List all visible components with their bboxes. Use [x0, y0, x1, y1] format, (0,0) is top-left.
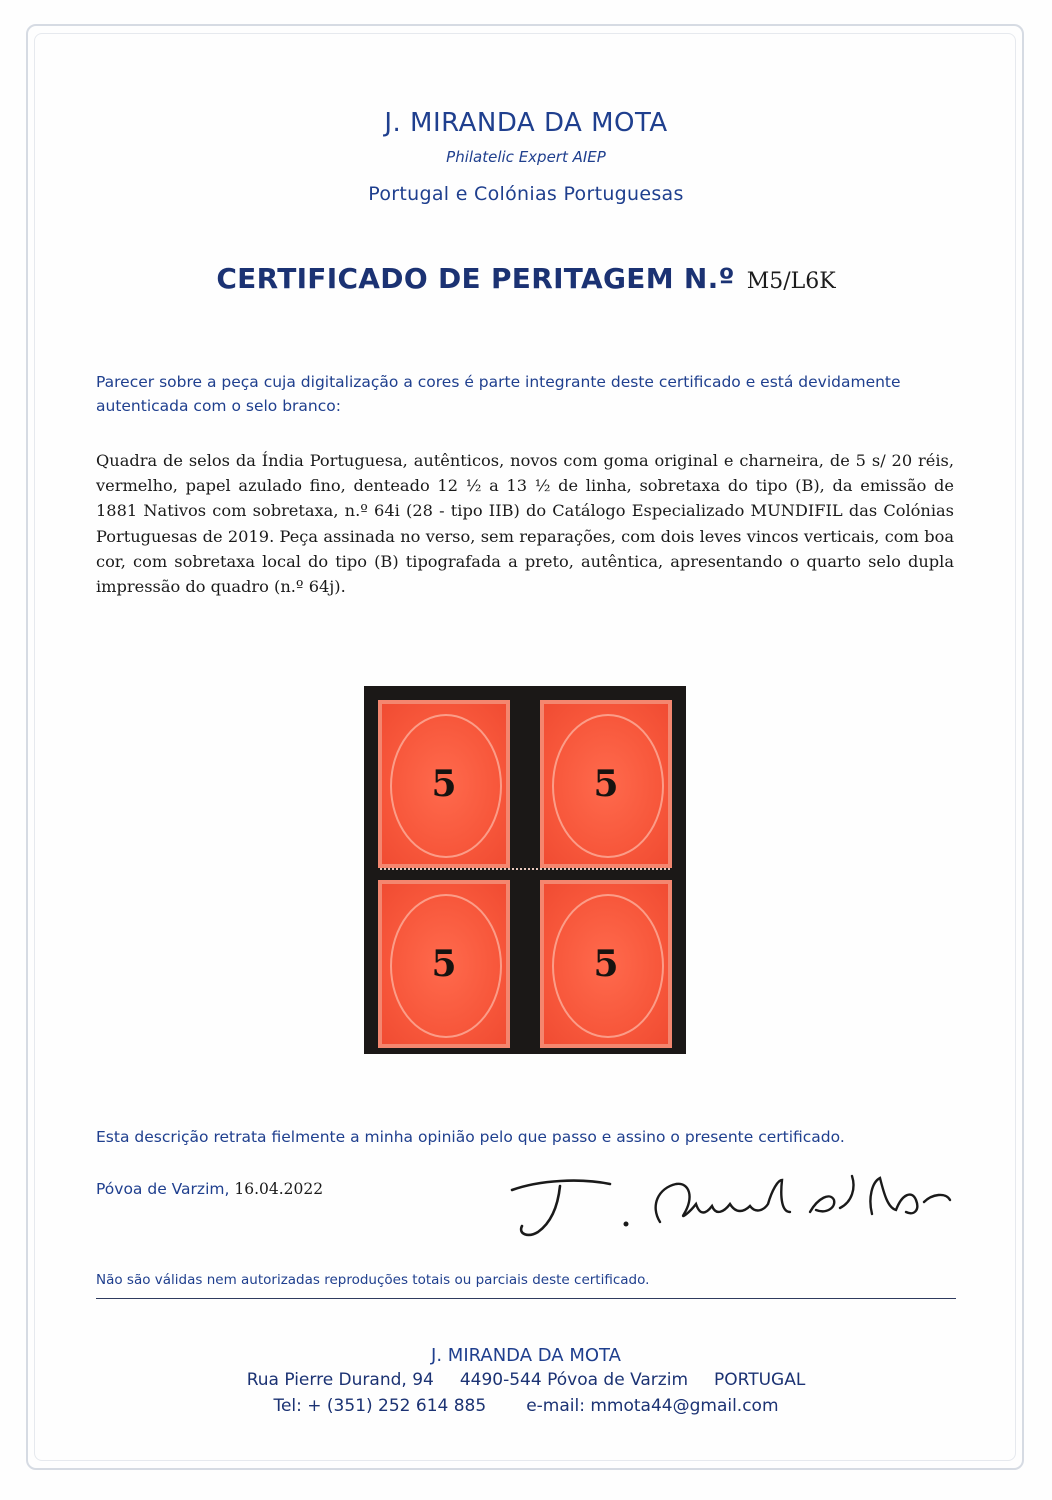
expert-subtitle: Philatelic Expert AIEP — [446, 148, 606, 166]
expert-name: J. MIRANDA DA MOTA — [384, 108, 668, 138]
footer-postal: 4490-544 Póvoa de Varzim — [459, 1370, 688, 1390]
stamp-overprint: 5 — [431, 763, 457, 805]
footer-country: PORTUGAL — [714, 1370, 806, 1390]
stamp-bottom-left — [378, 880, 510, 1048]
signature-image — [500, 1150, 960, 1250]
stamp-overprint: 5 — [431, 943, 457, 985]
stamp-top-right — [540, 700, 672, 868]
footer-name: J. MIRANDA DA MOTA — [431, 1345, 621, 1366]
intro-text: Parecer sobre a peça cuja digitalização a cores é parte integrante deste certificado e está devidamente autenticada com o selo branco: — [96, 373, 901, 415]
footer-street: Rua Pierre Durand, 94 — [246, 1370, 434, 1390]
description-text: Quadra de selos da Índia Portuguesa, autênticos, novos com goma original e charneira, de 5 s/ 20 réis, vermelho, papel azulado fino, denteado 12 ½ a 13 ½ de linha, sobretaxa do tipo (B), da emissão de 1881 Nativos com sobretaxa, n.º 64i (28 - tipo IIB) do Catálogo Especializado MUNDIFIL das Colónias Portuguesas de 2019. Peça assinada no verso, sem reparações, com dois leves vincos verticais, com boa cor, com sobretaxa local do tipo (B) tipografada a preto, autêntica, apresentando o quarto selo dupla impressão do quadro (n.º 64j). — [96, 451, 954, 597]
certificate-number: M5/L6K — [746, 269, 836, 294]
certificate-title: CERTIFICADO DE PERITAGEM N.º — [216, 262, 735, 295]
footer-divider — [96, 1298, 956, 1299]
stamp-bottom-right — [540, 880, 672, 1048]
place: Póvoa de Varzim, — [96, 1180, 230, 1198]
stamp-overprint: 5 — [593, 763, 619, 805]
place-date — [96, 1180, 323, 1198]
stamp-block-image — [364, 686, 686, 1054]
footer-contact — [0, 1396, 1052, 1416]
reproduction-notice: Não são válidas nem autorizadas reproduções totais ou parciais deste certificado. — [96, 1272, 650, 1288]
footer-phone: Tel: + (351) 252 614 885 — [273, 1396, 487, 1416]
expert-region: Portugal e Colónias Portuguesas — [368, 183, 684, 205]
footer-email: e-mail: mmota44@gmail.com — [526, 1396, 779, 1416]
certificate-title-row — [0, 262, 1052, 295]
footer-address — [0, 1370, 1052, 1390]
date: 16.04.2022 — [234, 1180, 324, 1198]
closing-text: Esta descrição retrata fielmente a minha opinião pelo que passo e assino o presente certificado. — [96, 1128, 845, 1146]
stamp-overprint: 5 — [593, 943, 619, 985]
stamp-top-left — [378, 700, 510, 868]
perforation-line — [380, 868, 670, 874]
